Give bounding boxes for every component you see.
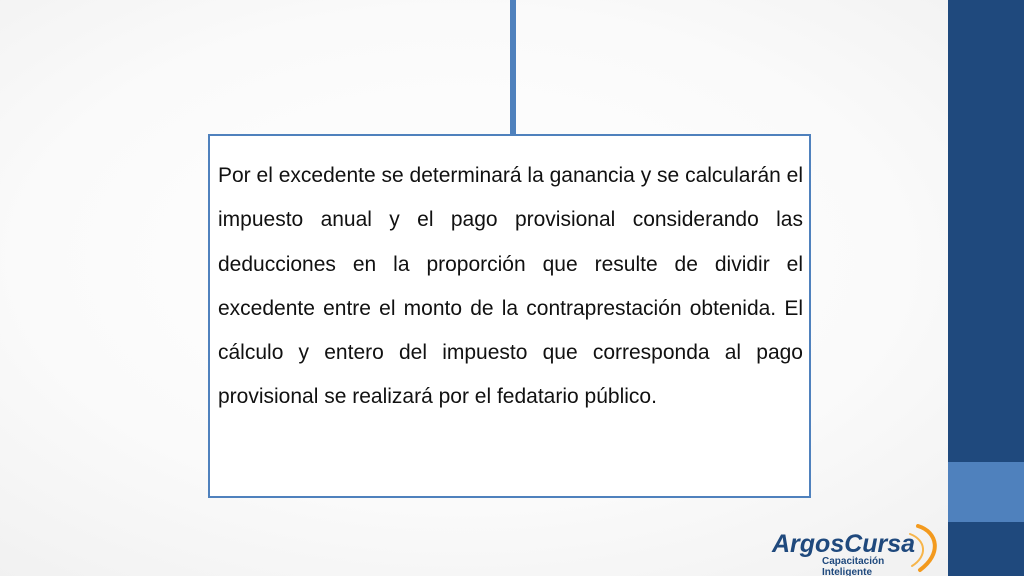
- content-text-box: [208, 134, 811, 498]
- argoscursa-logo: [770, 524, 946, 576]
- logo-brand-text: ArgosCursa: [772, 530, 916, 558]
- side-bar-dark-top: [948, 0, 1024, 462]
- logo-swoosh-icon: [918, 526, 935, 570]
- logo-tagline-1: Capacitación: [822, 556, 885, 567]
- side-bar-dark-bottom: [948, 522, 1024, 576]
- body-paragraph: Por el excedente se determinará la ganancia y se calcularán el impuesto anual y el pago provisional considerando las deducciones en la proporción que resulte de dividir el excedente entre el monto de la contraprestación obtenida. El cálculo y entero del impuesto que corresponda al pago provisional se realizará por el fedatario público.: [218, 164, 803, 409]
- logo-tagline-2: Inteligente: [822, 567, 873, 576]
- connector-line: [510, 0, 516, 134]
- side-bar-light-accent: [948, 462, 1024, 522]
